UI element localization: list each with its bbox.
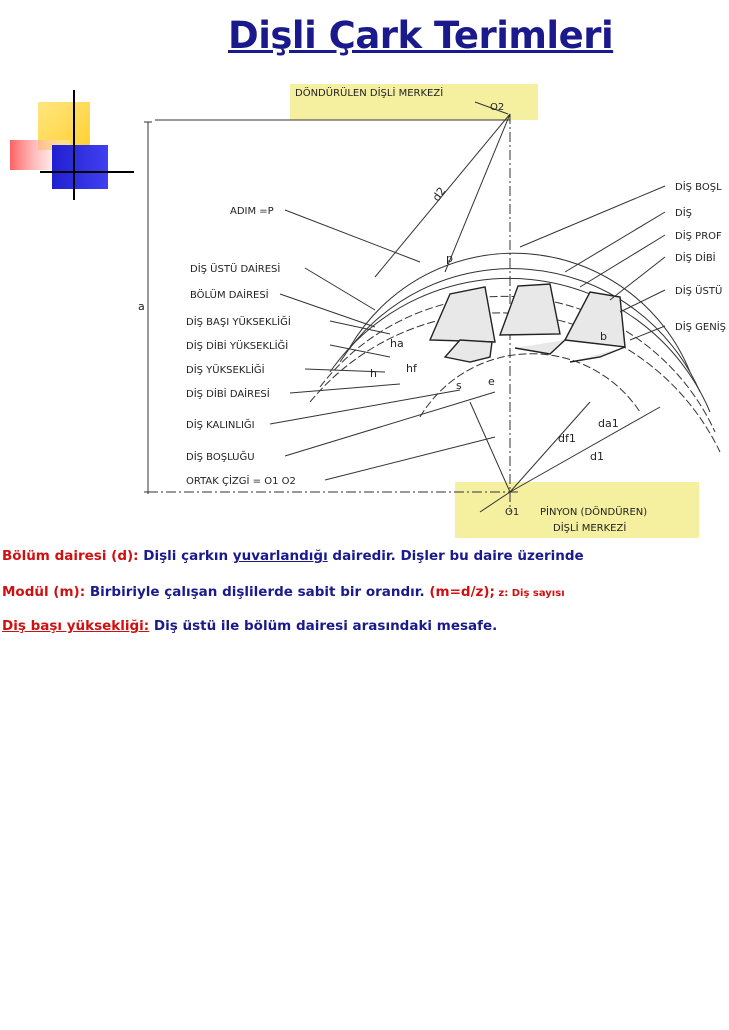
label-right-0: DİŞ BOŞL [675,182,722,193]
label-right-5: DİŞ GENİŞ [675,322,727,333]
symbol-a: a [138,300,145,313]
symbol-ha: ha [390,337,404,350]
label-dis-dibi-dairesi: DİŞ DİBİ DAİRESİ [186,389,270,400]
symbol-d1: d1 [590,450,604,463]
label-right-4: DİŞ ÜSTÜ [675,286,723,297]
driven-center-label: DÖNDÜRÜLEN DİŞLİ MERKEZİ [295,88,444,99]
symbol-df1: df1 [558,432,576,445]
symbol-s: s [456,379,462,392]
o2-label: O2 [490,102,505,113]
label-dis-ustu-dairesi: DİŞ ÜSTÜ DAİRESİ [190,264,281,275]
symbol-h: h [370,367,377,380]
definition-bolum-dairesi: Bölüm dairesi (d): Dişli çarkın yuvarlandığı dairedir. Dişler bu daire üzerinde [2,548,584,564]
note-dis-sayisi: z: Diş sayısı [494,588,565,599]
label-dis-dibi-yuksekligi: DİŞ DİBİ YÜKSEKLİĞİ [186,341,289,352]
gear-terminology-diagram [120,72,729,542]
page-title: Dişli Çark Terimleri [228,14,614,57]
definition-modul: Modül (m): Birbiriyle çalışan dişlilerde sabit bir orandır. (m=d/z); z: Diş sayısı [2,584,565,600]
symbol-da1: da1 [598,417,619,430]
symbol-p: p [446,252,453,265]
label-dis-kalinligi: DİŞ KALINLIĞI [186,420,255,431]
symbol-d2: d2 [429,184,449,204]
decorative-squares [0,90,140,210]
pinion-center-label-2: DİŞLİ MERKEZİ [553,523,627,534]
symbol-b: b [600,330,607,343]
label-dis-yuksekligi: DİŞ YÜKSEKLİĞİ [186,365,265,376]
pinion-center-label-1: PİNYON (DÖNDÜREN) [540,507,648,518]
label-bolum-dairesi: BÖLÜM DAİRESİ [190,290,269,301]
symbol-hf: hf [406,362,417,375]
term-modul: Modül (m): [2,584,86,600]
label-right-2: DİŞ PROF [675,231,722,242]
term-bolum-dairesi: Bölüm dairesi (d): [2,548,139,564]
label-dis-boslugu: DİŞ BOŞLUĞU [186,452,255,463]
formula-modul: (m=d/z); [429,584,495,600]
label-right-3: DİŞ DİBİ [675,253,716,264]
term-dis-basi: Diş başı yüksekliği: [2,618,150,634]
o1-label: O1 [505,507,520,518]
definition-dis-basi: Diş başı yüksekliği: Diş üstü ile bölüm dairesi arasındaki mesafe. [2,618,498,634]
symbol-e: e [488,375,495,388]
blue-square [52,145,108,189]
label-dis-basi-yuksekligi: DİŞ BAŞI YÜKSEKLİĞİ [186,317,291,328]
label-ortak-cizgi: ORTAK ÇİZGİ = O1 O2 [186,476,296,487]
label-adim: ADIM =P [230,206,274,217]
label-right-1: DİŞ [675,208,692,219]
